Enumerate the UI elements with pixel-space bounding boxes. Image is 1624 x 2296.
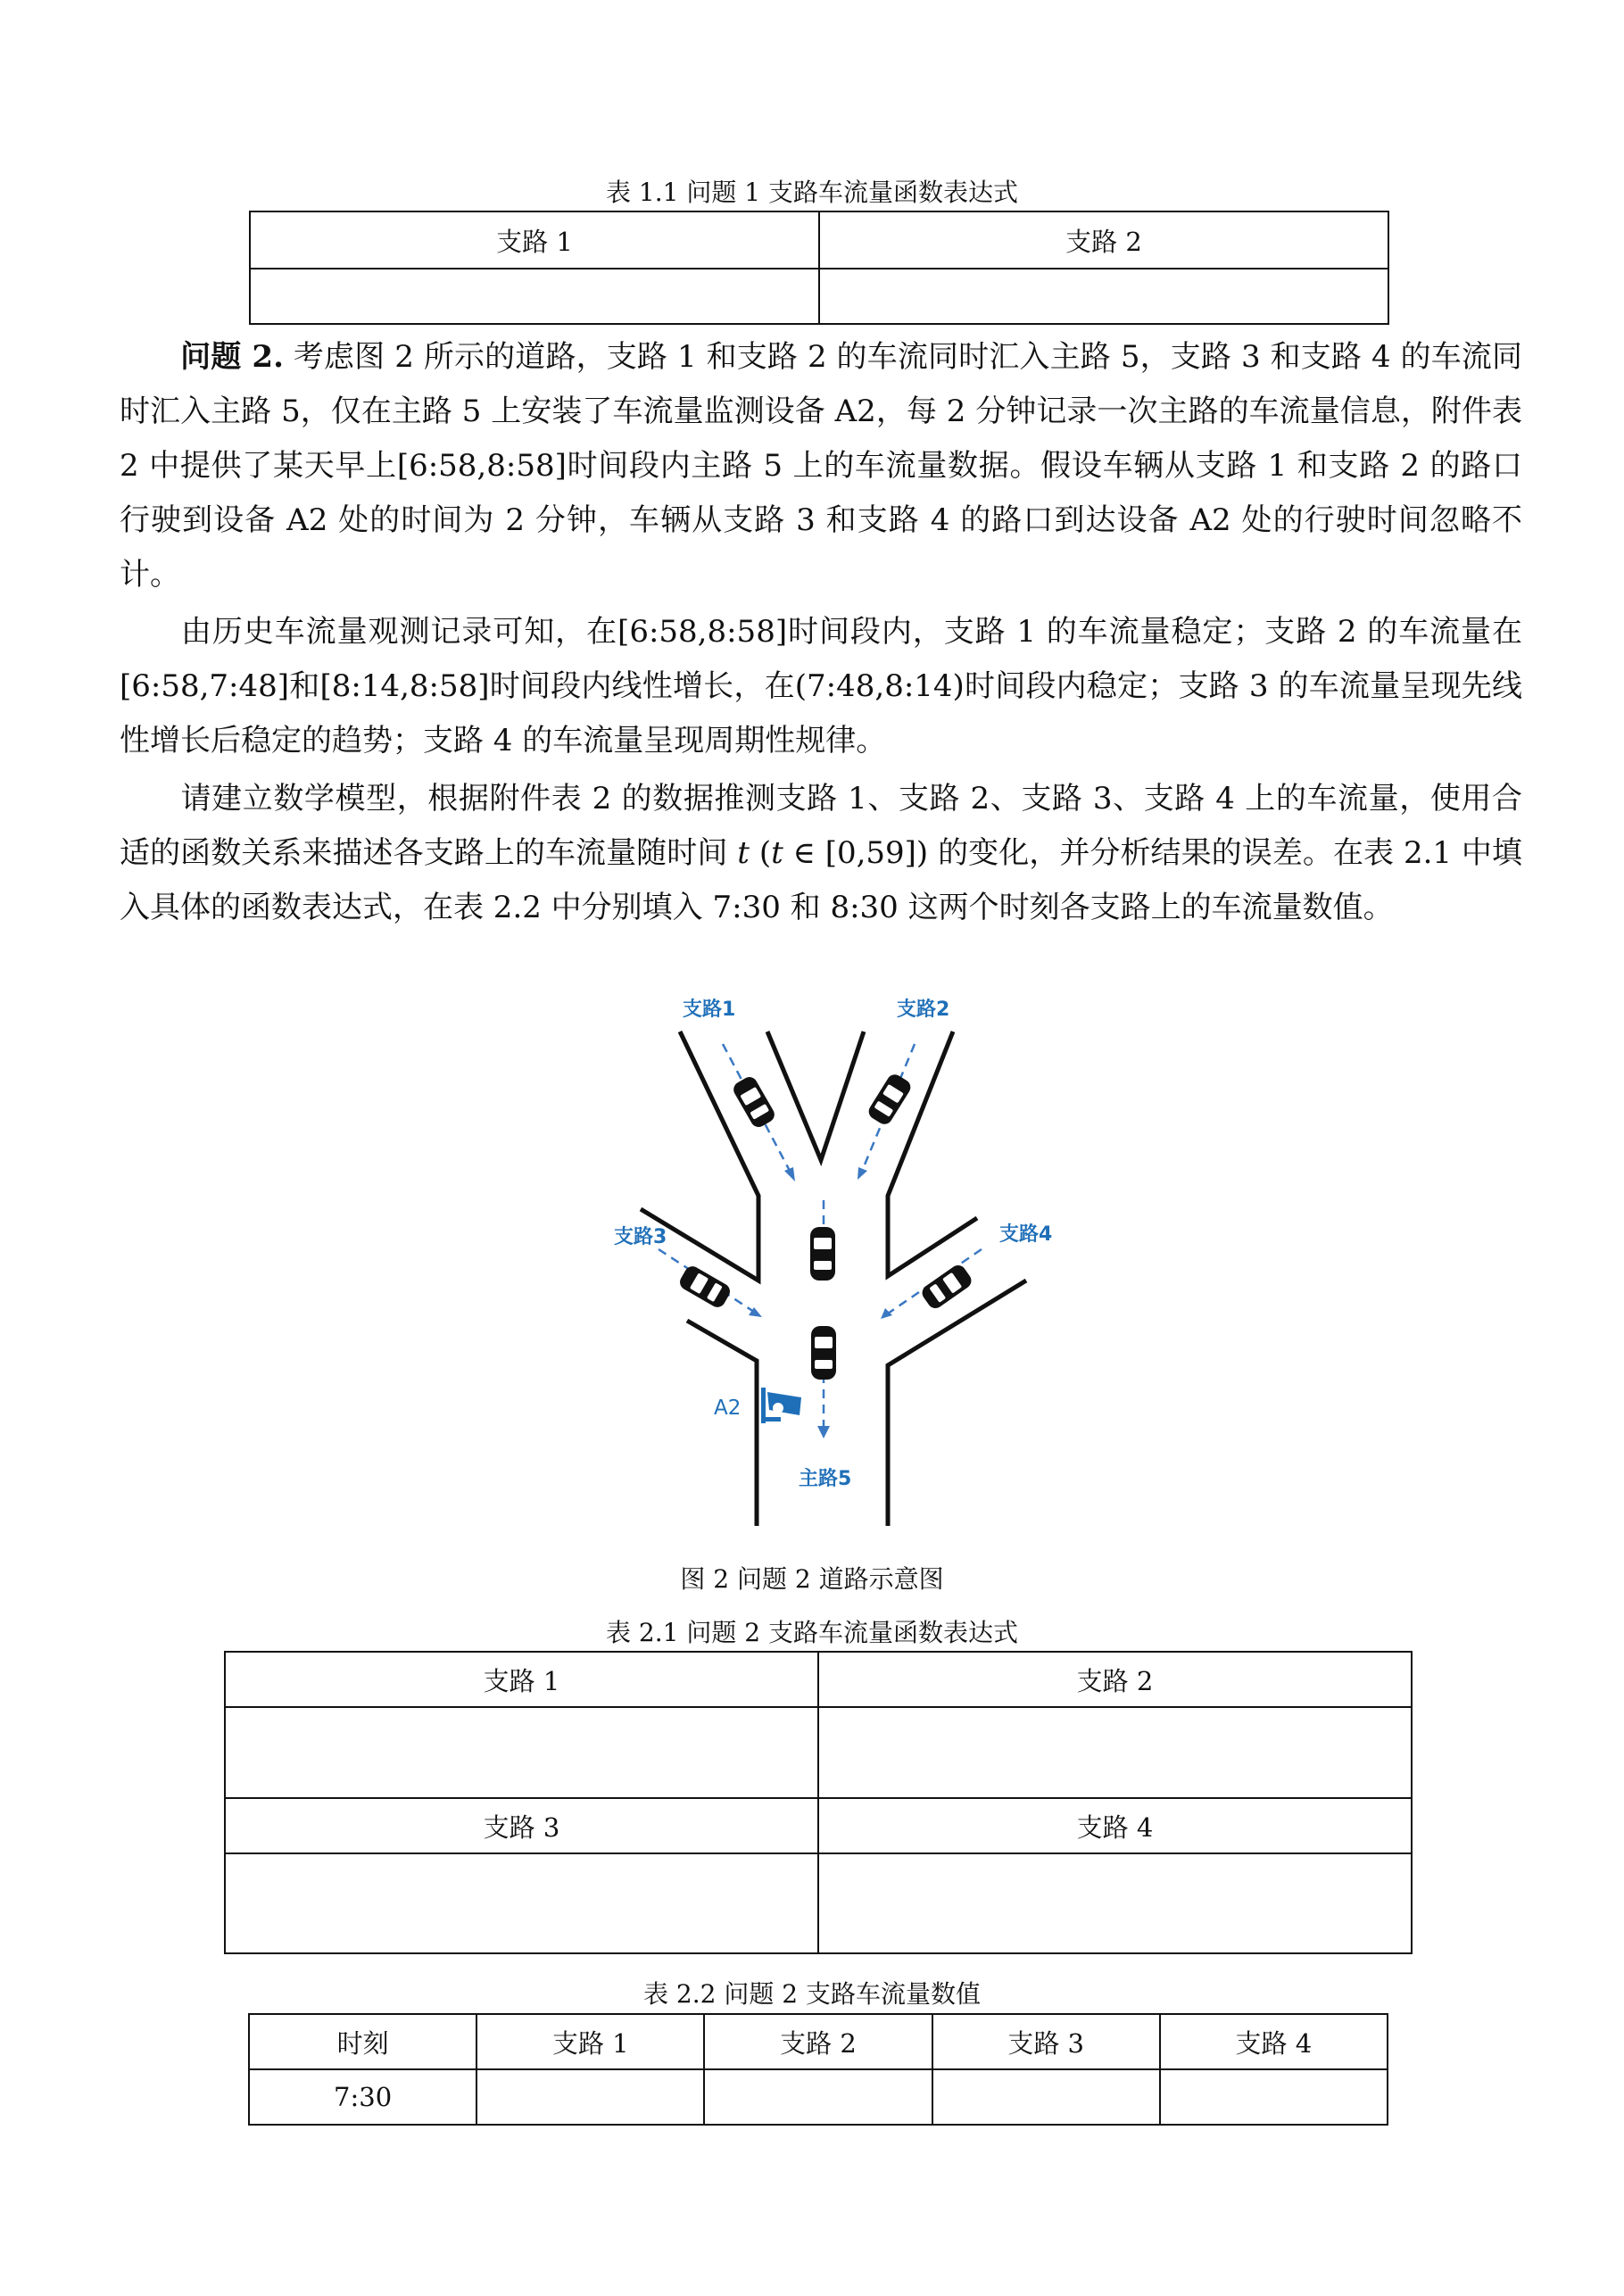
road-edge-inner-v xyxy=(767,1032,864,1160)
table21 xyxy=(224,1651,1413,1954)
table22-header-time: 时刻 xyxy=(249,2014,476,2069)
table22-cell-road2 xyxy=(704,2069,932,2125)
label-road1: 支路1 xyxy=(683,999,736,1021)
table21-caption: 表 2.1 问题 2 支路车流量函数表达式 xyxy=(606,1618,1018,1647)
problem2-label: 问题 2. xyxy=(180,339,284,375)
problem2-paragraph-1 xyxy=(120,330,1522,602)
table21-header-2: 支路 2 xyxy=(818,1652,1412,1707)
table22-header-road4: 支路 4 xyxy=(1160,2014,1388,2069)
label-main-road: 主路5 xyxy=(799,1468,852,1490)
car-road4-icon xyxy=(919,1262,974,1311)
table21-header-4: 支路 4 xyxy=(818,1798,1412,1853)
label-road4: 支路4 xyxy=(999,1223,1053,1246)
car-main-lower-icon xyxy=(811,1326,836,1380)
road-edge-right xyxy=(888,1032,977,1276)
table21-cell-2 xyxy=(818,1707,1412,1798)
table21-cell-3 xyxy=(225,1853,818,1953)
camera-sensor-icon xyxy=(761,1388,801,1423)
problem2-text-2: 由历史车流量观测记录可知，在[6:58,8:58]时间段内，支路 1 的车流量稳定；支路 2 的车流量在[6:58,7:48]和[8:14,8:58]时间段内线性增长，在(7:48,8:14)时间段内稳定；支路 3 的车流量呈现先线性增长后稳定的趋势；支路 4 的车流量呈现周期性规律。 xyxy=(120,614,1522,758)
road-edge-left-lower xyxy=(687,1321,757,1526)
problem2-paragraph-2 xyxy=(120,605,1522,768)
table11-cell-1 xyxy=(250,269,819,324)
time-variable-2: t xyxy=(771,835,783,871)
table11-header-2: 支路 2 xyxy=(819,211,1388,269)
table22-cell-road4 xyxy=(1160,2069,1388,2125)
table11-caption: 表 1.1 问题 1 支路车流量函数表达式 xyxy=(606,178,1018,207)
car-main-upper-icon xyxy=(810,1227,835,1281)
table22-cell-road3 xyxy=(932,2069,1160,2125)
road-diagram xyxy=(580,982,1053,1535)
table22-caption: 表 2.2 问题 2 支路车流量数值 xyxy=(643,1979,981,2009)
table11-header-1: 支路 1 xyxy=(250,211,819,269)
table11 xyxy=(249,211,1389,325)
table22-header-road2: 支路 2 xyxy=(704,2014,932,2069)
label-road2: 支路2 xyxy=(897,999,950,1021)
flow-arrowhead-5 xyxy=(817,1426,830,1438)
table22-time-cell: 7:30 xyxy=(249,2069,476,2125)
car-road3-icon xyxy=(677,1264,733,1310)
time-variable: t xyxy=(737,835,750,871)
table21-header-1: 支路 1 xyxy=(225,1652,818,1707)
car-road2-icon xyxy=(866,1072,913,1127)
table21-header-3: 支路 3 xyxy=(225,1798,818,1853)
problem2-text-3b: ) 的变化，并分析结果的误差。在表 2.1 中填入具体的函数表达式，在表 2.2 中分别填入 7:30 和 8:30 这两个时刻各支路上的车流量数值。 xyxy=(120,835,1522,925)
car-road1-icon xyxy=(731,1074,777,1130)
flow-arrowhead-1 xyxy=(784,1167,795,1181)
table22-header-road1: 支路 1 xyxy=(476,2014,704,2069)
problem2-text-3a: 请建立数学模型，根据附件表 2 的数据推测支路 1、支路 2、支路 3、支路 4 上的车流量，使用合适的函数关系来描述各支路上的车流量随时间 xyxy=(120,781,1522,871)
table22-cell-road1 xyxy=(476,2069,704,2125)
flow-arrowhead-2 xyxy=(858,1167,867,1180)
table22 xyxy=(248,2013,1388,2126)
label-road3: 支路3 xyxy=(614,1226,667,1248)
table11-cell-2 xyxy=(819,269,1388,324)
figure2-caption: 图 2 问题 2 道路示意图 xyxy=(680,1564,944,1594)
problem2-text-1: 考虑图 2 所示的道路，支路 1 和支路 2 的车流同时汇入主路 5，支路 3 和支路 4 的车流同时汇入主路 5，仅在主路 5 上安装了车流量监测设备 A2，每 2 分钟记录一次主路的车流量信息，附件表 2 中提供了某天早上[6:58,8:58]时间段内主路 5 上的车流量数据。假设车辆从支路 1 和支路 2 的路口行驶到设备 A2 处的时间为 2 分钟，车辆从支路 3 和支路 4 的路口到达设备 A2 处的行驶时间忽略不计。 xyxy=(120,339,1522,593)
label-sensor: A2 xyxy=(714,1397,742,1420)
table21-cell-4 xyxy=(818,1853,1412,1953)
road-edge-right-lower xyxy=(888,1281,1026,1526)
table22-header-road3: 支路 3 xyxy=(932,2014,1160,2069)
time-interval: ∈ [0,59] xyxy=(783,835,916,871)
problem2-paragraph-3 xyxy=(120,772,1522,935)
paren-open: ( xyxy=(749,835,772,871)
flow-arrowhead-4 xyxy=(881,1308,892,1319)
table-row xyxy=(249,2069,1388,2125)
table21-cell-1 xyxy=(225,1707,818,1798)
